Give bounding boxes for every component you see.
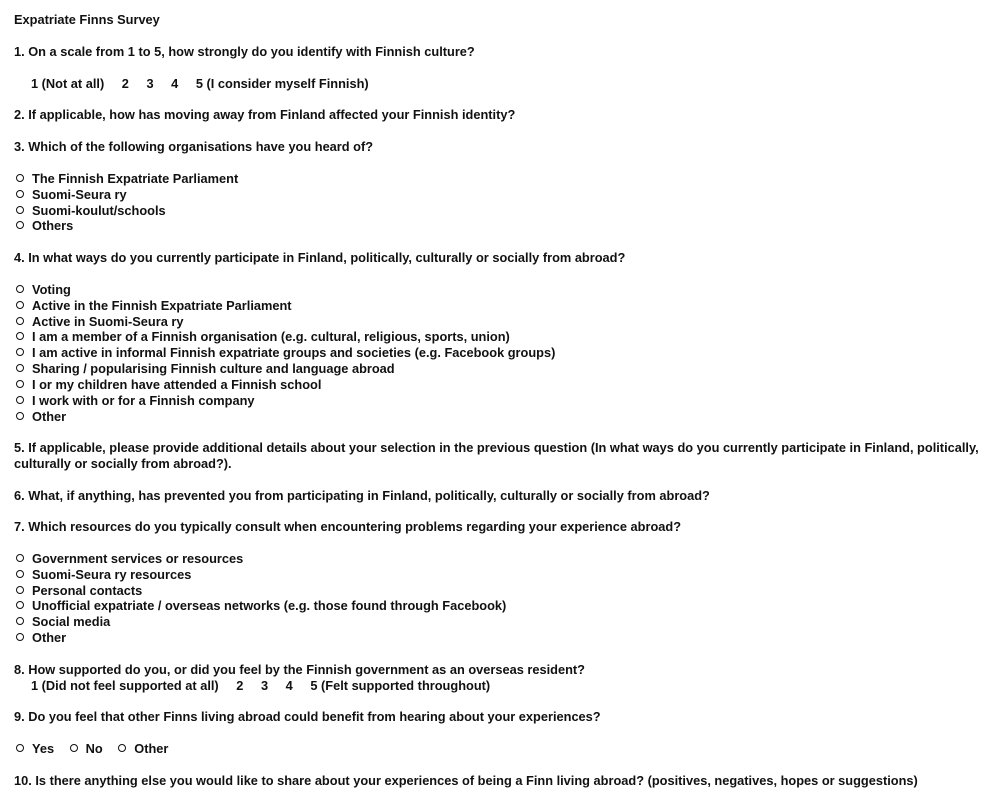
q4-option[interactable]: I or my children have attended a Finnish school: [16, 377, 321, 393]
q4-option[interactable]: Active in the Finnish Expatriate Parliament: [16, 298, 292, 314]
question-6: 6. What, if anything, has prevented you from participating in Finland, politically, culturally or socially from abroad?: [14, 488, 710, 503]
q9-option-other[interactable]: Other: [118, 741, 168, 757]
q1-scale-2[interactable]: 2: [121, 76, 129, 91]
q7-option[interactable]: Social media: [16, 614, 110, 630]
q8-scale: [31, 678, 504, 694]
radio-circle-icon[interactable]: [16, 190, 24, 198]
radio-circle-icon[interactable]: [16, 301, 24, 309]
radio-circle-icon[interactable]: [16, 396, 24, 404]
q1-scale-5[interactable]: 5 (I consider myself Finnish): [195, 76, 369, 91]
q7-option[interactable]: Suomi-Seura ry resources: [16, 567, 191, 583]
radio-circle-icon[interactable]: [16, 633, 24, 641]
question-5: 5. If applicable, please provide additional details about your selection in the previous question (In what ways do you currently participate in Finland, politically, culturally or socially from abroad?).: [14, 440, 979, 471]
q8-scale-4[interactable]: 4: [285, 678, 293, 693]
q9-options: [16, 741, 180, 757]
q8-scale-1[interactable]: 1 (Did not feel supported at all): [31, 678, 219, 693]
q8-scale-2[interactable]: 2: [236, 678, 244, 693]
radio-circle-icon[interactable]: [16, 570, 24, 578]
question-8: 8. How supported do you, or did you feel by the Finnish government as an overseas resident?: [14, 662, 585, 677]
question-7: 7. Which resources do you typically consult when encountering problems regarding your experience abroad?: [14, 519, 682, 534]
q9-option-no[interactable]: No: [70, 741, 103, 757]
radio-circle-icon[interactable]: [16, 744, 24, 752]
radio-circle-icon[interactable]: [16, 364, 24, 372]
q3-option[interactable]: The Finnish Expatriate Parliament: [16, 171, 238, 187]
question-10: 10. Is there anything else you would like to share about your experiences of being a Finn living abroad? (positives, negatives, hopes or suggestions): [14, 773, 918, 788]
q7-option[interactable]: Personal contacts: [16, 583, 142, 599]
q9-option-yes[interactable]: Yes: [16, 741, 54, 757]
q4-option[interactable]: Sharing / popularising Finnish culture and language abroad: [16, 361, 395, 377]
q3-option[interactable]: Others: [16, 218, 73, 234]
radio-circle-icon[interactable]: [16, 174, 24, 182]
q8-scale-3[interactable]: 3: [260, 678, 269, 693]
radio-circle-icon[interactable]: [16, 617, 24, 625]
q4-option[interactable]: I am a member of a Finnish organisation (e.g. cultural, religious, sports, union): [16, 329, 510, 345]
radio-circle-icon[interactable]: [16, 221, 24, 229]
question-1: 1. On a scale from 1 to 5, how strongly do you identify with Finnish culture?: [14, 44, 475, 59]
q4-option[interactable]: Active in Suomi-Seura ry: [16, 314, 183, 330]
q3-option[interactable]: Suomi-Seura ry: [16, 187, 127, 203]
radio-circle-icon[interactable]: [16, 380, 24, 388]
question-4: 4. In what ways do you currently participate in Finland, politically, culturally or socially from abroad?: [14, 250, 626, 265]
q4-option[interactable]: Other: [16, 409, 66, 425]
radio-circle-icon[interactable]: [16, 317, 24, 325]
radio-circle-icon[interactable]: [16, 332, 24, 340]
q1-scale-4[interactable]: 4: [171, 76, 179, 91]
question-9: 9. Do you feel that other Finns living abroad could benefit from hearing about your experiences?: [14, 709, 601, 724]
radio-circle-icon[interactable]: [70, 744, 78, 752]
q4-option[interactable]: Voting: [16, 282, 71, 298]
q1-scale-3[interactable]: 3: [146, 76, 154, 91]
q1-scale-1[interactable]: 1 (Not at all): [31, 76, 105, 91]
question-3: 3. Which of the following organisations have you heard of?: [14, 139, 374, 154]
survey-title: Expatriate Finns Survey: [14, 12, 160, 27]
question-2: 2. If applicable, how has moving away from Finland affected your Finnish identity?: [14, 107, 516, 122]
q3-option[interactable]: Suomi-koulut/schools: [16, 203, 166, 219]
radio-circle-icon[interactable]: [16, 601, 24, 609]
q4-option[interactable]: I am active in informal Finnish expatriate groups and societies (e.g. Facebook groups): [16, 345, 555, 361]
radio-circle-icon[interactable]: [16, 285, 24, 293]
radio-circle-icon[interactable]: [118, 744, 126, 752]
q8-scale-5[interactable]: 5 (Felt supported throughout): [310, 678, 491, 693]
radio-circle-icon[interactable]: [16, 554, 24, 562]
radio-circle-icon[interactable]: [16, 348, 24, 356]
q1-scale: [31, 76, 383, 92]
radio-circle-icon[interactable]: [16, 206, 24, 214]
radio-circle-icon[interactable]: [16, 586, 24, 594]
q7-option[interactable]: Other: [16, 630, 66, 646]
q7-option[interactable]: Government services or resources: [16, 551, 243, 567]
q7-option[interactable]: Unofficial expatriate / overseas networks (e.g. those found through Facebook): [16, 598, 506, 614]
q4-option[interactable]: I work with or for a Finnish company: [16, 393, 255, 409]
radio-circle-icon[interactable]: [16, 412, 24, 420]
